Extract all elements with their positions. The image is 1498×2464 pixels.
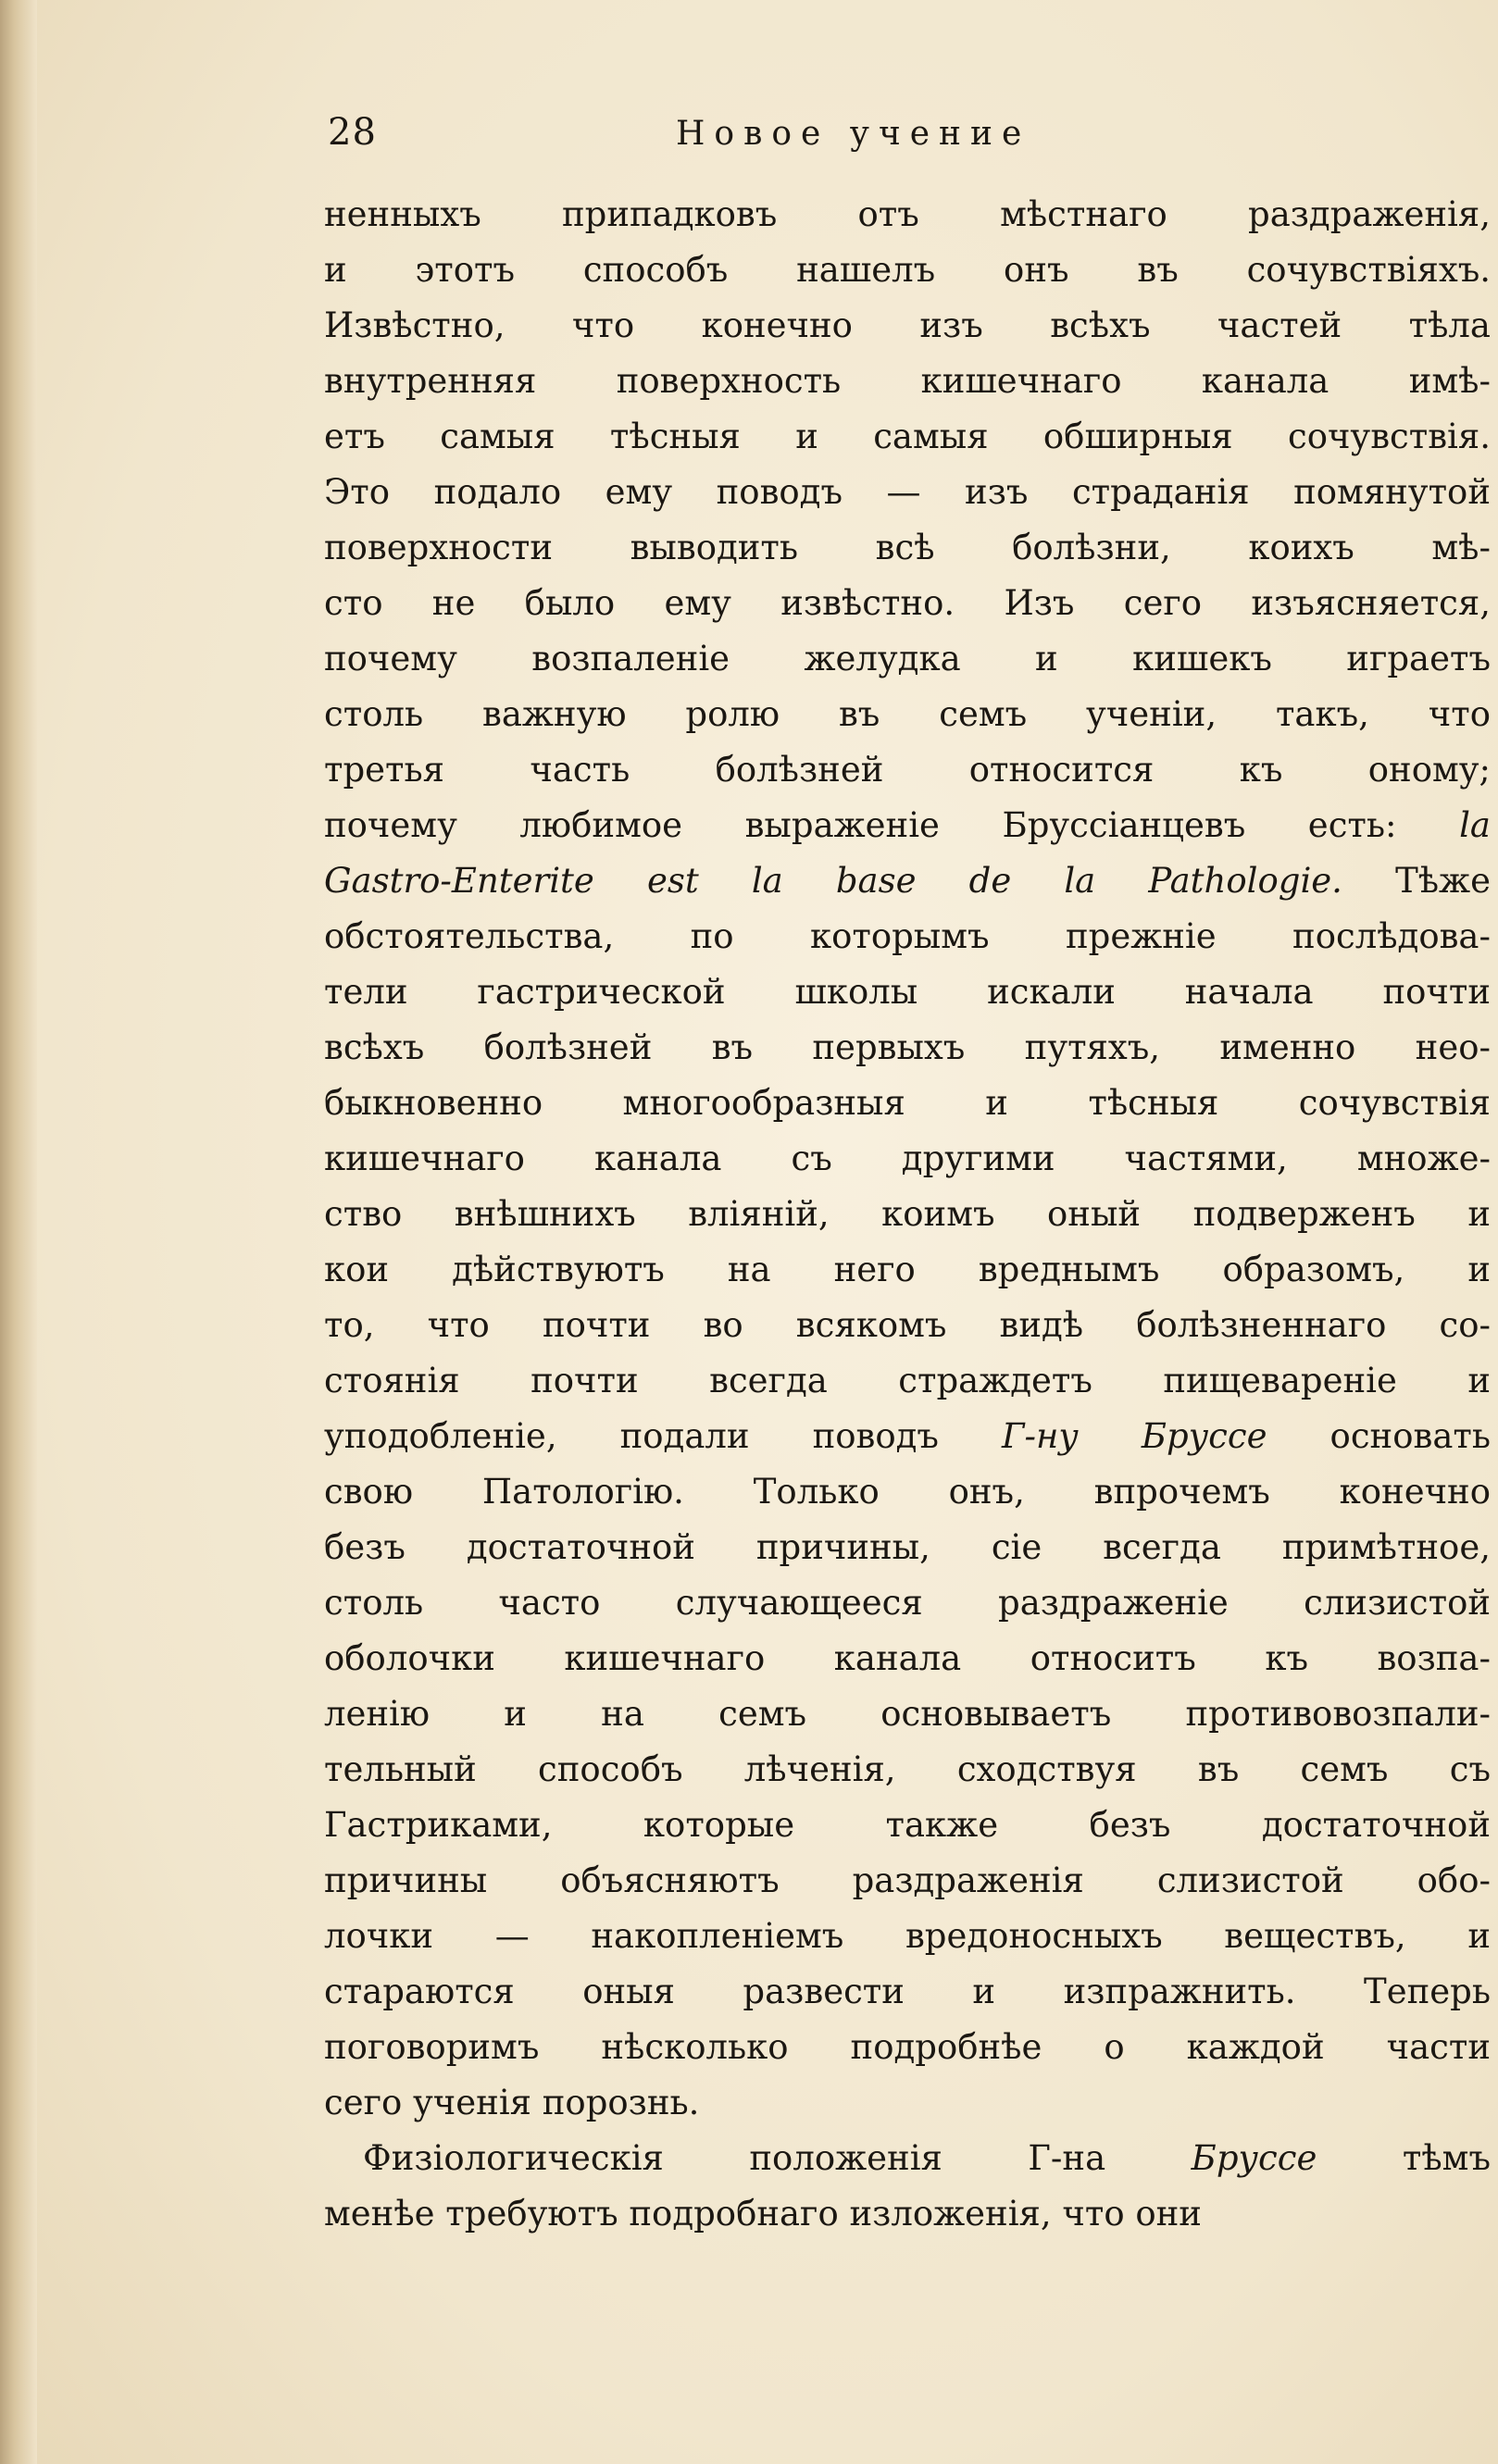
text-run: оболочки кишечнаго канала относитъ къ возпа- (324, 1638, 1491, 1678)
text-line (324, 1298, 1491, 1353)
italic-run: Г-ну Бруссе (1001, 1416, 1267, 1456)
text-run: менѣе требуютъ подробнаго изложенія, что они (324, 2194, 1202, 2234)
text-run: кои дѣйствуютъ на него вреднымъ образомъ, и (324, 1250, 1491, 1289)
text-line (324, 1798, 1491, 1853)
text-line (324, 1909, 1491, 1964)
text-line (324, 1187, 1491, 1242)
running-head (37, 111, 1498, 167)
text-run: обстоятельства, по которымъ прежніе послѣдова- (324, 916, 1491, 956)
text-run: кишечнаго канала съ другими частями, множе- (324, 1139, 1491, 1178)
text-run: столь важную ролю въ семъ ученіи, такъ, что (324, 694, 1491, 734)
text-line (324, 687, 1491, 742)
text-line (324, 742, 1491, 798)
text-run: быкновенно многообразныя и тѣсныя сочувствія (324, 1083, 1491, 1123)
body-text (324, 187, 1491, 2242)
text-run: Тѣже (1342, 861, 1491, 901)
text-run: ство внѣшнихъ вліяній, коимъ оный подверженъ и (324, 1194, 1491, 1234)
text-run: внутренняя поверхность кишечнаго канала имѣ- (324, 361, 1491, 401)
text-run: ненныхъ припадковъ отъ мѣстнаго раздраженія, (324, 194, 1491, 234)
text-run: основать (1267, 1416, 1491, 1456)
text-line (324, 2020, 1491, 2075)
text-run: всѣхъ болѣзней въ первыхъ путяхъ, именно нео- (324, 1027, 1491, 1067)
text-run: третья часть болѣзней относится къ оному; (324, 750, 1491, 790)
text-line (324, 1131, 1491, 1187)
text-line (324, 465, 1491, 520)
text-line (324, 1853, 1491, 1909)
text-line (324, 1409, 1491, 1464)
text-line (324, 964, 1491, 1020)
text-run: почему любимое выраженіе Бруссіанцевъ есть: (324, 805, 1460, 845)
text-run: поговоримъ нѣсколько подробнѣе о каждой части (324, 2027, 1491, 2067)
text-run: и этотъ способъ нашелъ онъ въ сочувствіяхъ. (324, 250, 1491, 290)
text-run: етъ самыя тѣсныя и самыя обширныя сочувствія. (324, 417, 1491, 456)
text-run: Это подало ему поводъ — изъ страданія помянутой (324, 472, 1491, 512)
text-run: уподобленіе, подали поводъ (324, 1416, 1002, 1456)
text-line (324, 1575, 1491, 1631)
text-line (324, 1520, 1491, 1575)
text-line (324, 2075, 1491, 2131)
text-line (324, 1742, 1491, 1798)
text-run: сего ученія порознь. (324, 2083, 700, 2122)
text-run: поверхности выводить всѣ болѣзни, коихъ мѣ- (324, 528, 1491, 567)
text-line (324, 1353, 1491, 1409)
text-run: тельный способъ лѣченія, сходствуя въ семъ съ (324, 1749, 1491, 1789)
text-line (324, 1686, 1491, 1742)
text-line (324, 2186, 1491, 2242)
text-run: Физіологическія положенія Г-на (363, 2138, 1192, 2178)
text-run: стоянія почти всегда страждетъ пищевареніе и (324, 1361, 1491, 1400)
running-title: Новое учение (676, 115, 1031, 153)
text-line (324, 1242, 1491, 1298)
text-line (324, 187, 1491, 243)
text-line (324, 1464, 1491, 1520)
italic-run: Gastro-Enterite est la base de la Pathologie. (324, 861, 1342, 901)
text-run: безъ достаточной причины, сіе всегда примѣтное, (324, 1527, 1491, 1567)
text-run: то, что почти во всякомъ видѣ болѣзненнаго со- (324, 1305, 1491, 1345)
text-line (324, 2131, 1491, 2186)
text-line (324, 1631, 1491, 1686)
text-line (324, 354, 1491, 409)
text-line (324, 520, 1491, 576)
text-run: ленію и на семъ основываетъ противовозпали- (324, 1694, 1491, 1734)
text-run: Гастриками, которые также безъ достаточной (324, 1805, 1491, 1845)
text-run: причины объясняютъ раздраженія слизистой обо- (324, 1860, 1491, 1900)
text-line (324, 798, 1491, 853)
book-spine (0, 0, 37, 2464)
text-line (324, 409, 1491, 465)
text-line (324, 1964, 1491, 2020)
text-line (324, 853, 1491, 909)
text-run: сто не было ему извѣстно. Изъ сего изъясняется, (324, 583, 1491, 623)
text-run: столь часто случающееся раздраженіе слизистой (324, 1583, 1491, 1623)
text-line (324, 909, 1491, 964)
text-line (324, 1020, 1491, 1076)
text-line (324, 576, 1491, 631)
book-page (37, 0, 1498, 2464)
text-run: тѣмъ (1317, 2138, 1491, 2178)
text-run: лочки — накопленіемъ вредоносныхъ веществъ, и (324, 1916, 1491, 1956)
text-run: стараются оныя развести и изпражнить. Теперь (324, 1972, 1491, 2011)
text-line (324, 243, 1491, 298)
italic-run: Бруссе (1191, 2138, 1317, 2178)
text-run: Извѣстно, что конечно изъ всѣхъ частей тѣла (324, 305, 1491, 345)
italic-run: la (1459, 805, 1491, 845)
text-run: тели гастрической школы искали начала почти (324, 972, 1491, 1012)
page-number: 28 (328, 111, 377, 154)
text-line (324, 298, 1491, 354)
text-run: свою Патологію. Только онъ, впрочемъ конечно (324, 1472, 1491, 1512)
text-line (324, 1076, 1491, 1131)
text-run: почему возпаленіе желудка и кишекъ играетъ (324, 639, 1491, 678)
text-line (324, 631, 1491, 687)
